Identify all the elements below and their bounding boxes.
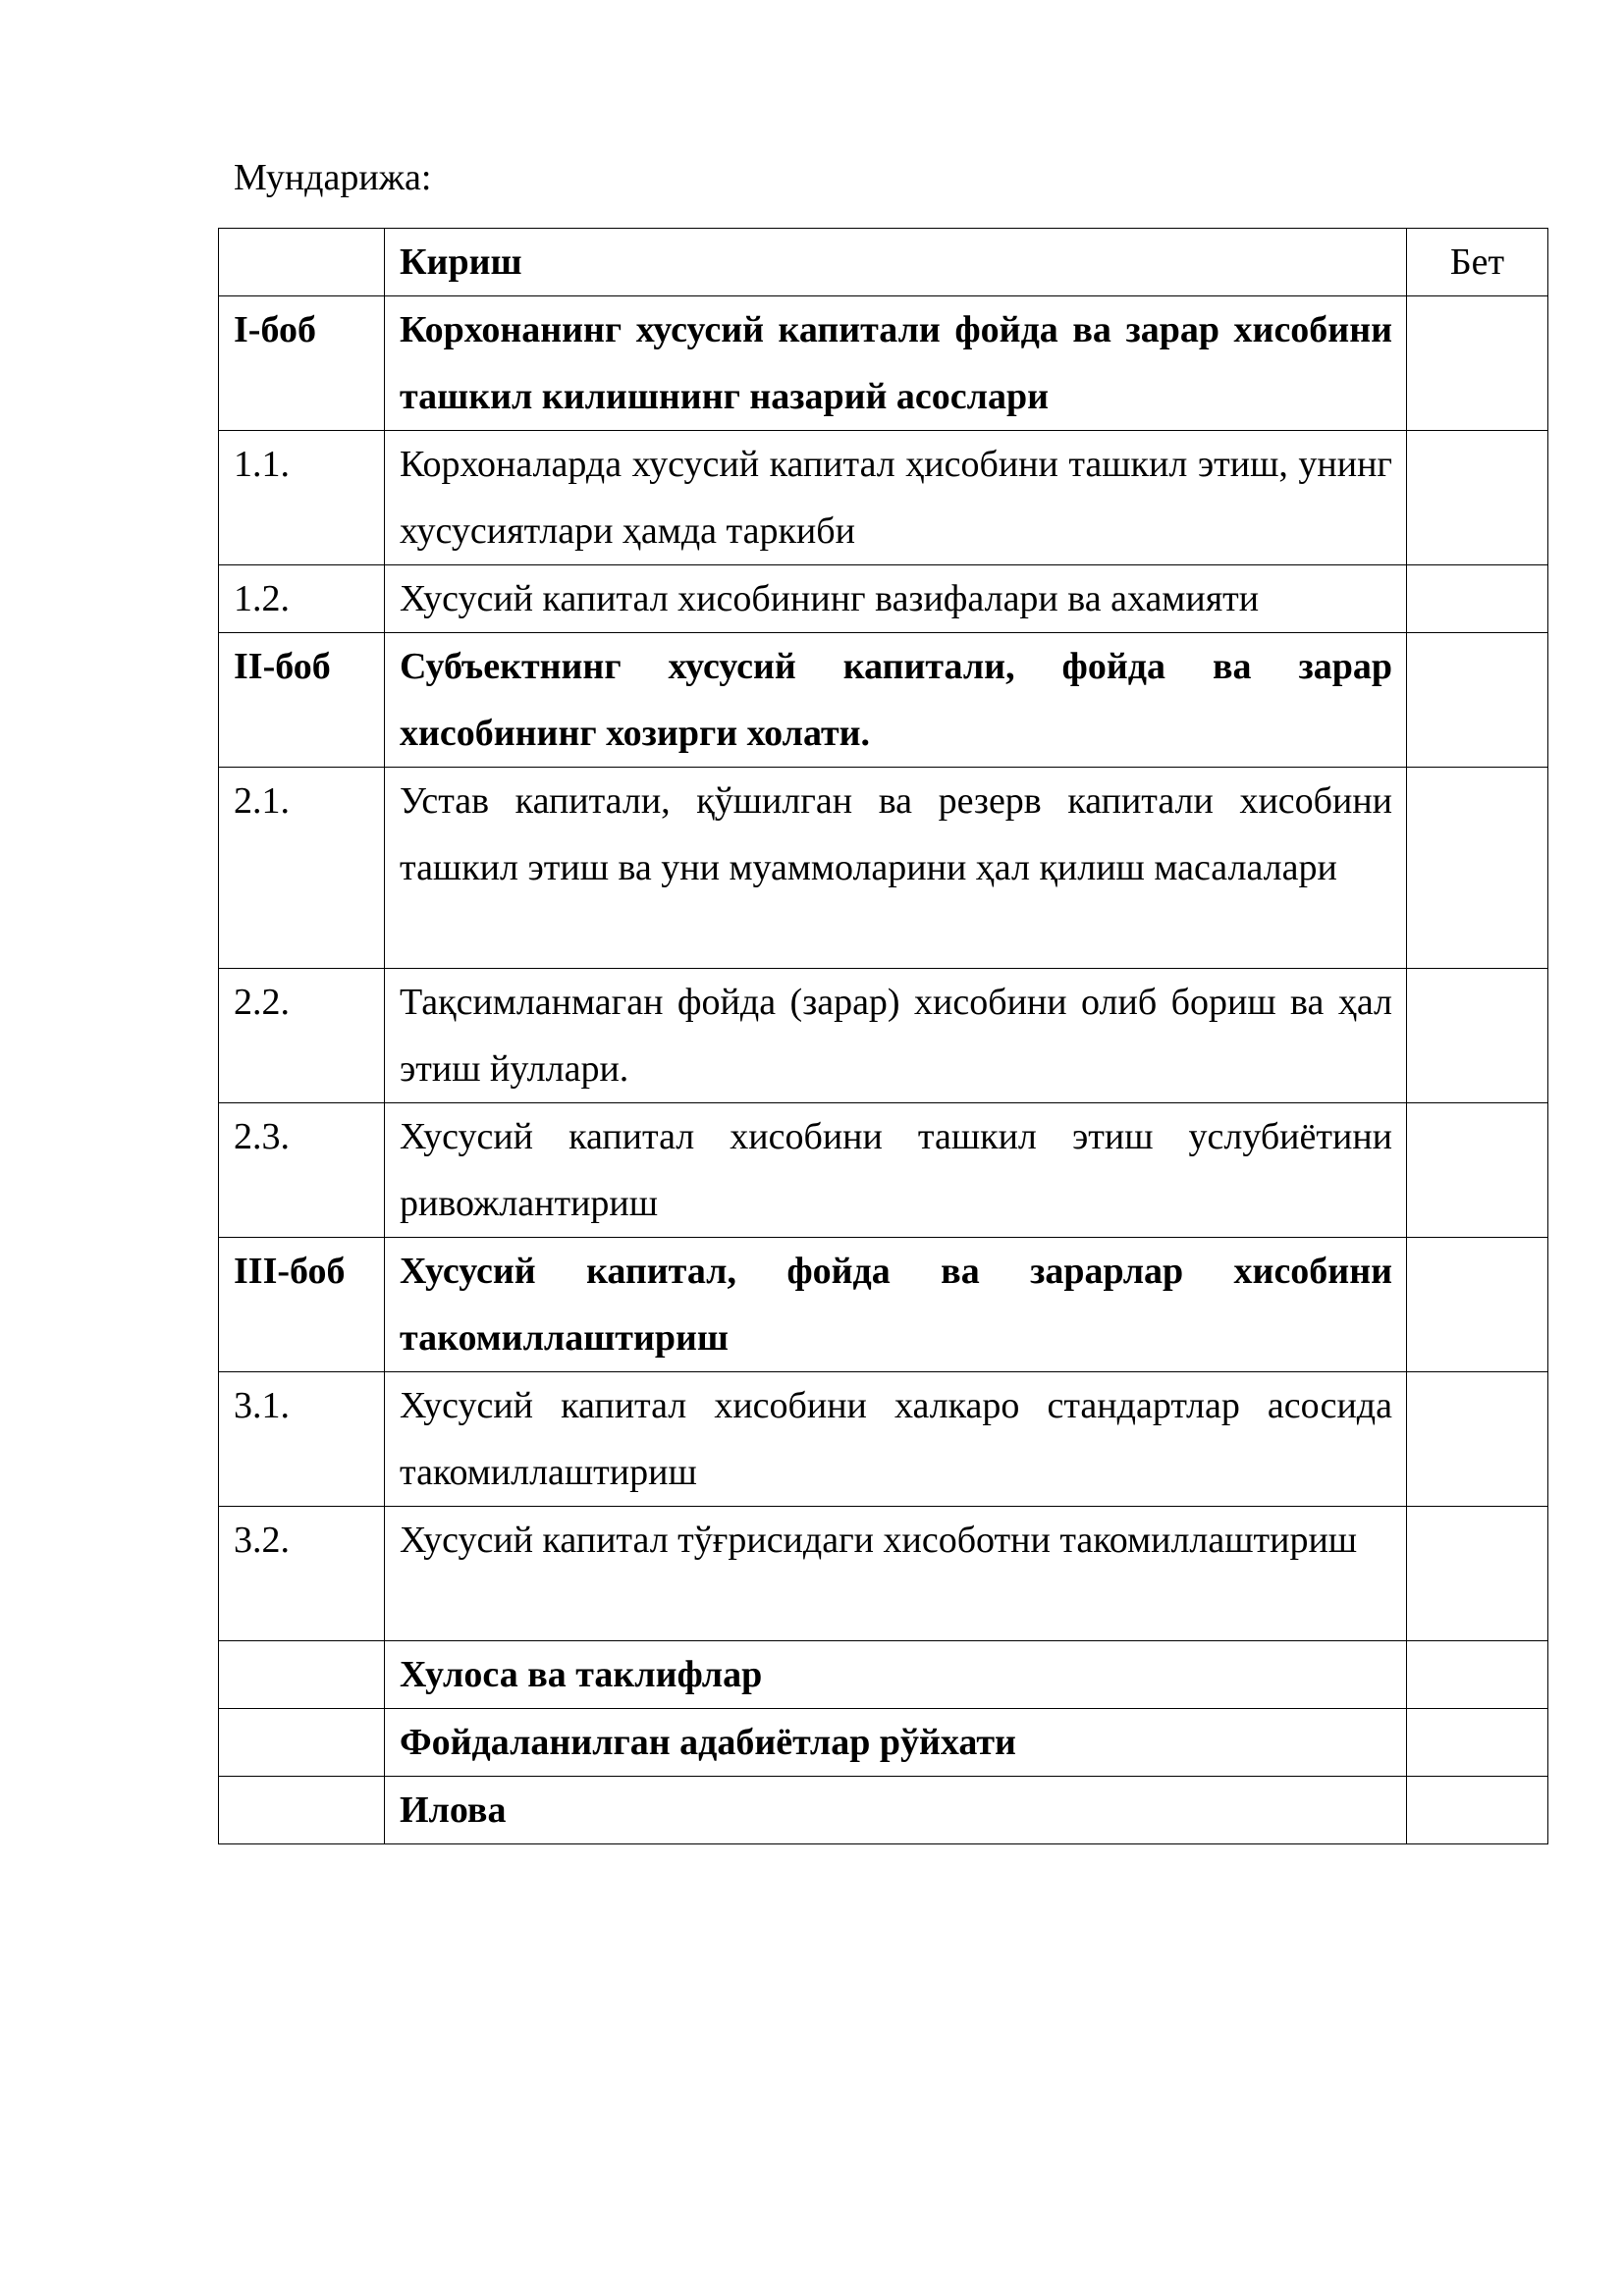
section-number: 1.1.: [219, 431, 385, 565]
page-column-header: Бет: [1407, 229, 1548, 296]
page-number-cell: [1407, 1372, 1548, 1507]
section-number: [219, 1709, 385, 1777]
section-title: Хусусий капитал, фойда ва зарарлар хисобини такомиллаштириш: [385, 1238, 1407, 1372]
section-title: Хусусий капитал хисобининг вазифалари ва ахамияти: [385, 565, 1407, 633]
section-number: [219, 229, 385, 296]
page-number-cell: [1407, 1641, 1548, 1709]
page-number-cell: [1407, 296, 1548, 431]
section-number: [219, 1641, 385, 1709]
section-title: Хусусий капитал тўғрисидаги хисоботни такомиллаштириш: [385, 1507, 1407, 1641]
table-row: [219, 1709, 1548, 1777]
section-title: Илова: [385, 1777, 1407, 1844]
table-row: [219, 1507, 1548, 1641]
section-number: 2.1.: [219, 768, 385, 969]
section-number: 3.2.: [219, 1507, 385, 1641]
section-title: Устав капитали, қўшилган ва резерв капитали хисобини ташкил этиш ва уни муаммоларини ҳал қилиш масалалари: [385, 768, 1407, 969]
table-row: [219, 1372, 1548, 1507]
table-of-contents: [218, 228, 1548, 1844]
section-number: [219, 1777, 385, 1844]
section-title: Корхонанинг хусусий капитали фойда ва зарар хисобини ташкил килишнинг назарий асослари: [385, 296, 1407, 431]
table-row: [219, 768, 1548, 969]
page-number-cell: [1407, 1238, 1548, 1372]
section-number: I-боб: [219, 296, 385, 431]
table-row: [219, 431, 1548, 565]
table-row: [219, 229, 1548, 296]
section-title: Корхоналарда хусусий капитал ҳисобини ташкил этиш, унинг хусусиятлари ҳамда таркиби: [385, 431, 1407, 565]
page-number-cell: [1407, 1777, 1548, 1844]
page-number-cell: [1407, 1709, 1548, 1777]
section-number: 3.1.: [219, 1372, 385, 1507]
page-number-cell: [1407, 969, 1548, 1103]
section-title: Хусусий капитал хисобини халкаро стандартлар асосида такомиллаштириш: [385, 1372, 1407, 1507]
section-title: Субъектнинг хусусий капитали, фойда ва зарар хисобининг хозирги холати.: [385, 633, 1407, 768]
section-title: Кириш: [385, 229, 1407, 296]
table-row: [219, 1777, 1548, 1844]
page-number-cell: [1407, 565, 1548, 633]
section-title: Тақсимланмаган фойда (зарар) хисобини олиб бориш ва ҳал этиш йуллари.: [385, 969, 1407, 1103]
table-row: [219, 633, 1548, 768]
table-row: [219, 969, 1548, 1103]
section-title: Хулоса ва таклифлар: [385, 1641, 1407, 1709]
page-number-cell: [1407, 633, 1548, 768]
page-number-cell: [1407, 1103, 1548, 1238]
page-number-cell: [1407, 1507, 1548, 1641]
table-row: [219, 1238, 1548, 1372]
section-title: Фойдаланилган адабиётлар рўйхати: [385, 1709, 1407, 1777]
table-row: [219, 1103, 1548, 1238]
table-row: [219, 565, 1548, 633]
page-number-cell: [1407, 431, 1548, 565]
section-number: 1.2.: [219, 565, 385, 633]
section-number: III-боб: [219, 1238, 385, 1372]
section-title: Хусусий капитал хисобини ташкил этиш услубиётини ривожлантириш: [385, 1103, 1407, 1238]
section-number: 2.2.: [219, 969, 385, 1103]
page-number-cell: [1407, 768, 1548, 969]
section-number: 2.3.: [219, 1103, 385, 1238]
document-title: Мундарижа:: [234, 157, 432, 198]
section-number: II-боб: [219, 633, 385, 768]
table-row: [219, 296, 1548, 431]
table-row: [219, 1641, 1548, 1709]
